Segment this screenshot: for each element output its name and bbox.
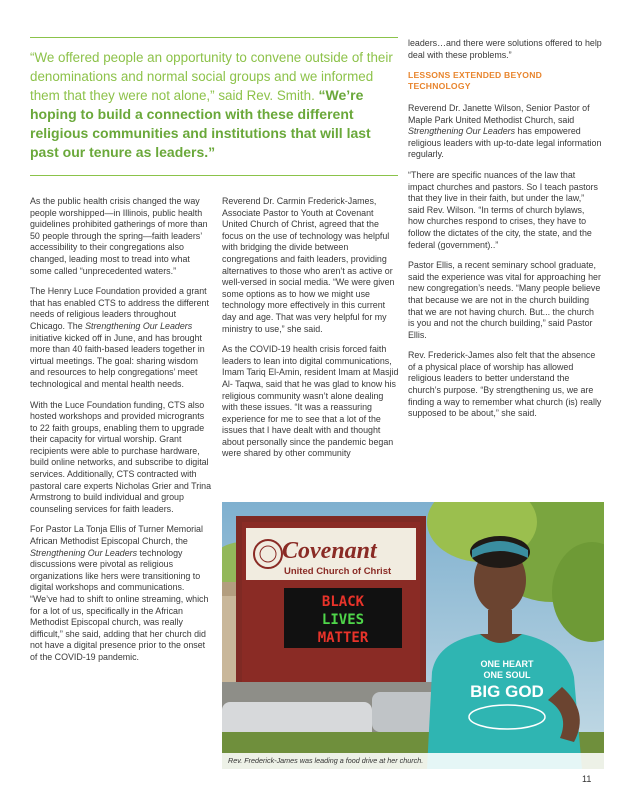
col2-paragraph-1: Reverend Dr. Carmin Frederick-James, Associate Pastor to Youth at Covenant United Church of Christ, agreed that the focus on the use of technology was helpful with bridging the divide between congregations and faith leaders, providing alternatives to those who aren’t as active or well-versed in social media. “We were given some options as to how we might use technology more effectively in this current day and age. That was very helpful for my ministry to use,” she said. xyxy=(222,196,395,334)
top-rule xyxy=(30,37,398,38)
quote-bottom-rule xyxy=(30,175,398,176)
col3-paragraph-0: leaders…and there were solutions offered to help deal with these problems.” xyxy=(408,38,602,60)
section-heading: LESSONS EXTENDED BEYOND TECHNOLOGY xyxy=(408,70,543,91)
col1-paragraph-2 xyxy=(30,286,212,390)
photo-caption: Rev. Frederick-James was leading a food drive at her church. xyxy=(222,753,604,769)
col3-paragraph-3: Pastor Ellis, a recent seminary school graduate, said the experience was vital for approaching her new congregation’s needs. “Many people believe that because we are not in the church building that we are not having church. But... the church is you and not the church building,” said Pastor Ellis. xyxy=(408,260,601,340)
led-line-3: MATTER xyxy=(317,630,369,646)
church-sign-photo xyxy=(222,502,604,769)
pull-quote-plain: “We offered people an opportunity to convene outside of their denominations and normal social groups and we informed them that they were not alone,” said Rev. Smith. xyxy=(30,50,393,103)
photo-illustration xyxy=(222,502,604,769)
col2-paragraph-2: As the COVID-19 health crisis forced faith leaders to lean into digital communications, Imam Tariq El-Amin, resident Imam at Masjid Al- Taqwa, said that he was glad to know his religious community wasn’t alone dealing with these issues. “It was a reassuring experience for me to see that a lot of the issues that I have dealt with and thought about personally since the pandemic began were shared by other community xyxy=(222,344,399,459)
led-line-2: LIVES xyxy=(321,612,365,628)
page-number: 11 xyxy=(582,774,592,784)
col3-p1-text-b: has empowered religious leaders with up-to-date legal information regularly. xyxy=(408,126,602,160)
led-line-1: BLACK xyxy=(321,594,365,610)
column-1 xyxy=(30,196,212,673)
column-3-body xyxy=(408,103,602,429)
pull-quote-bold: “We’re hoping to build a connection with these different religious communities and institutions that will last past our tenure as leaders.” xyxy=(30,87,371,160)
col1-p4-text-a: For Pastor La Tonja Ellis of Turner Memorial African Methodist Episcopal Church, the xyxy=(30,524,203,547)
col1-paragraph-4 xyxy=(30,524,212,663)
col3-paragraph-1 xyxy=(408,103,602,161)
pull-quote xyxy=(30,48,398,162)
shirt-line-3: BIG GOD xyxy=(470,682,544,701)
col1-p4-text-b: technology discussions were pivotal as religious organizations like hers were transitioning to digital workshops and communications. “We’ve had to shift to online streaming, which for a lot of us, specifically in the African Methodist Episcopal church, was really difficult,” she said, adding that her church did not have a digital presence prior to the onset of the COVID-19 pandemic. xyxy=(30,547,209,662)
shirt-line-1: ONE HEART xyxy=(480,659,534,669)
column-3 xyxy=(408,38,602,70)
col1-p2-italic: Strengthening Our Leaders xyxy=(85,320,193,331)
col3-p1-text-a: Reverend Dr. Janette Wilson, Senior Pastor of Maple Park United Methodist Church, said xyxy=(408,103,590,125)
col1-paragraph-1: As the public health crisis changed the way people worshipped—in Illinois, public health guidelines prohibited gatherings of more than 50 people through the spring—faith leaders’ accessibility to their congregations also changed, leading most to tread into what some called “unprecedented waters.” xyxy=(30,196,208,276)
col1-p2-text-a: The Henry Luce Foundation provided a grant that has enabled CTS to address the different needs of religious leaders throughout Chicago. The xyxy=(30,286,209,331)
col1-paragraph-3: With the Luce Foundation funding, CTS also hosted workshops and provided microgrants to 22 faith groups, enabling them to upgrade their capacity for virtual worship. Grant recipients were able to purchase hardware, build online networks, and subscribe to digital services. Additionally, CTS contracted with pastoral care experts Nicholas Grier and Trina Armstrong to build individual and group counseling services for faith leaders. xyxy=(30,399,212,514)
church-seal-icon xyxy=(254,540,282,568)
col1-p2-text-b: initiative kicked off in June, and has brought more than 40 faith-based leaders together in virtual meetings. The goal: sharing wisdom and resources to help congregations’ meet technological and mental health needs. xyxy=(30,332,205,389)
sign-subtitle: United Church of Christ xyxy=(284,566,392,577)
col1-p4-italic: Strengthening Our Leaders xyxy=(30,547,138,558)
column-2 xyxy=(222,196,400,469)
col3-paragraph-2: “There are specific nuances of the law that impact churches and pastors. So I teach pastors that they live in their faith, but under the law,” said Rev. Wilson. “In terms of church bylaws, how churches respond to crises, they have to follow the dictates of the city, the state, and the federal (government)..” xyxy=(408,169,598,250)
col3-paragraph-4: Rev. Frederick-James also felt that the absence of a physical place of worship has allowed religious leaders to better understand the church’s purpose. “By strengthening us, we are finding a way to remember what church (is) really supposed to be about,” she said. xyxy=(408,350,602,419)
shirt-line-2: ONE SOUL xyxy=(483,670,531,680)
sign-name: Covenant xyxy=(282,538,377,564)
col3-p1-italic: Strengthening Our Leaders xyxy=(408,126,516,137)
